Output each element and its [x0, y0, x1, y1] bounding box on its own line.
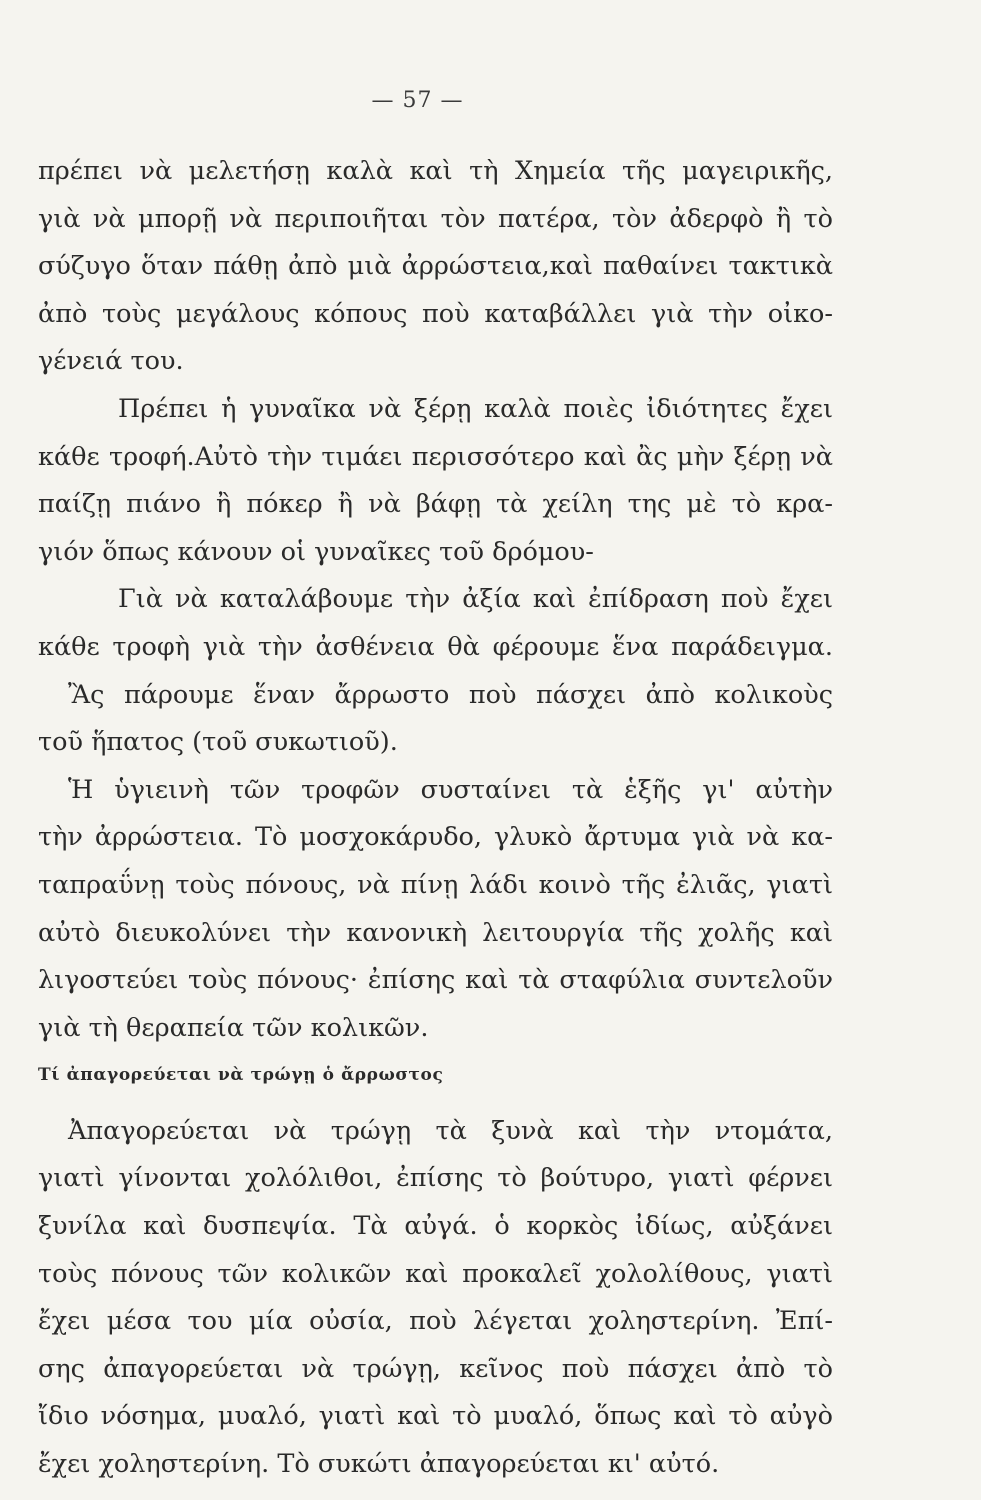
- section-subheading: Τί ἀπαγορεύεται νὰ τρώγῃ ὁ ἄρρωστος: [38, 1065, 444, 1086]
- text-line: πρέπει νὰ μελετήσῃ καλὰ καὶ τὴ Χημεία τῆς μαγειρικῆς,: [38, 156, 833, 186]
- text-line: τοῦ ἥπατος (τοῦ συκωτιοῦ).: [38, 727, 398, 758]
- text-line: Γιὰ νὰ καταλάβουμε τὴν ἀξία καὶ ἐπίδραση ποὺ ἔχει: [118, 584, 833, 615]
- text-line: σης ἀπαγορεύεται νὰ τρώγῃ, κεῖνος ποὺ πάσχει ἀπὸ τὸ: [38, 1353, 833, 1384]
- text-line: παίζῃ πιάνο ἢ πόκερ ἢ νὰ βάφῃ τὰ χείλη της μὲ τὸ κρα-: [38, 489, 833, 520]
- text-line: ἀπὸ τοὺς μεγάλους κόπους ποὺ καταβάλλει γιὰ τὴν οἰκο-: [38, 298, 833, 329]
- text-line: Ἀπαγορεύεται νὰ τρώγῃ τὰ ξυνὰ καὶ τὴν ντομάτα,: [68, 1115, 833, 1146]
- spacer: [38, 1100, 833, 1108]
- text-line: κάθε τροφὴ γιὰ τὴν ἀσθένεια θὰ φέρουμε ἕνα παράδειγμα.: [38, 631, 833, 662]
- text-line: Ἡ ὑγιεινὴ τῶν τροφῶν συσταίνει τὰ ἑξῆς γι' αὐτὴν: [68, 774, 833, 805]
- text-line: γιατὶ γίνονται χολόλιθοι, ἐπίσης τὸ βούτυρο, γιατὶ φέρνει: [38, 1163, 833, 1194]
- text-line: γιόν ὅπως κάνουν οἱ γυναῖκες τοῦ δρόμου-: [38, 536, 594, 567]
- text-line: Πρέπει ἡ γυναῖκα νὰ ξέρῃ καλὰ ποιὲς ἰδιότητες ἔχει: [118, 393, 833, 424]
- text-line: αὐτὸ διευκολύνει τὴν κανονικὴ λειτουργία τῆς χολῆς καὶ: [38, 917, 833, 948]
- text-line: ἔχει μέσα του μία οὐσία, ποὺ λέγεται χοληστερίνη. Ἐπί-: [38, 1306, 833, 1337]
- text-line: γιὰ τὴ θεραπεία τῶν κολικῶν.: [38, 1012, 429, 1043]
- text-line: ἔχει χοληστερίνη. Τὸ συκώτι ἀπαγορεύεται κι' αὐτό.: [38, 1449, 720, 1480]
- text-line: ἴδιο νόσημα, μυαλό, γιατὶ καὶ τὸ μυαλό, ὅπως καὶ τὸ αὐγὸ: [38, 1401, 833, 1432]
- page-number: — 57 —: [371, 88, 464, 113]
- text-line: λιγοστεύει τοὺς πόνους· ἐπίσης καὶ τὰ σταφύλια συντελοῦν: [38, 965, 833, 996]
- text-line: γένειά του.: [38, 346, 184, 377]
- text-line: σύζυγο ὅταν πάθῃ ἀπὸ μιὰ ἀρρώστεια,καὶ παθαίνει τακτικὰ: [38, 251, 833, 282]
- text-line: γιὰ νὰ μπορῇ νὰ περιποιῆται τὸν πατέρα, τὸν ἀδερφὸ ἢ τὸ: [38, 203, 833, 234]
- text-line: κάθε τροφή.Αὐτὸ τὴν τιμάει περισσότερο καὶ ἂς μὴν ξέρῃ νὰ: [38, 441, 833, 472]
- text-line: ξυνίλα καὶ δυσπεψία. Τὰ αὐγά. ὁ κορκὸς ἰδίως, αὐξάνει: [38, 1211, 833, 1242]
- text-line: τοὺς πόνους τῶν κολικῶν καὶ προκαλεῖ χολολίθους, γιατὶ: [38, 1258, 833, 1289]
- text-line: ταπραΰνῃ τοὺς πόνους, νὰ πίνῃ λάδι κοινὸ τῆς ἐλιᾶς, γιατὶ: [38, 869, 833, 900]
- subheading-block: [38, 1052, 833, 1100]
- text-line: Ἂς πάρουμε ἕναν ἄρρωστο ποὺ πάσχει ἀπὸ κολικοὺς: [68, 679, 833, 710]
- text-line: τὴν ἀρρώστεια. Τὸ μοσχοκάρυδο, γλυκὸ ἄρτυμα γιὰ νὰ κα-: [38, 822, 833, 853]
- body-text: [38, 148, 833, 1489]
